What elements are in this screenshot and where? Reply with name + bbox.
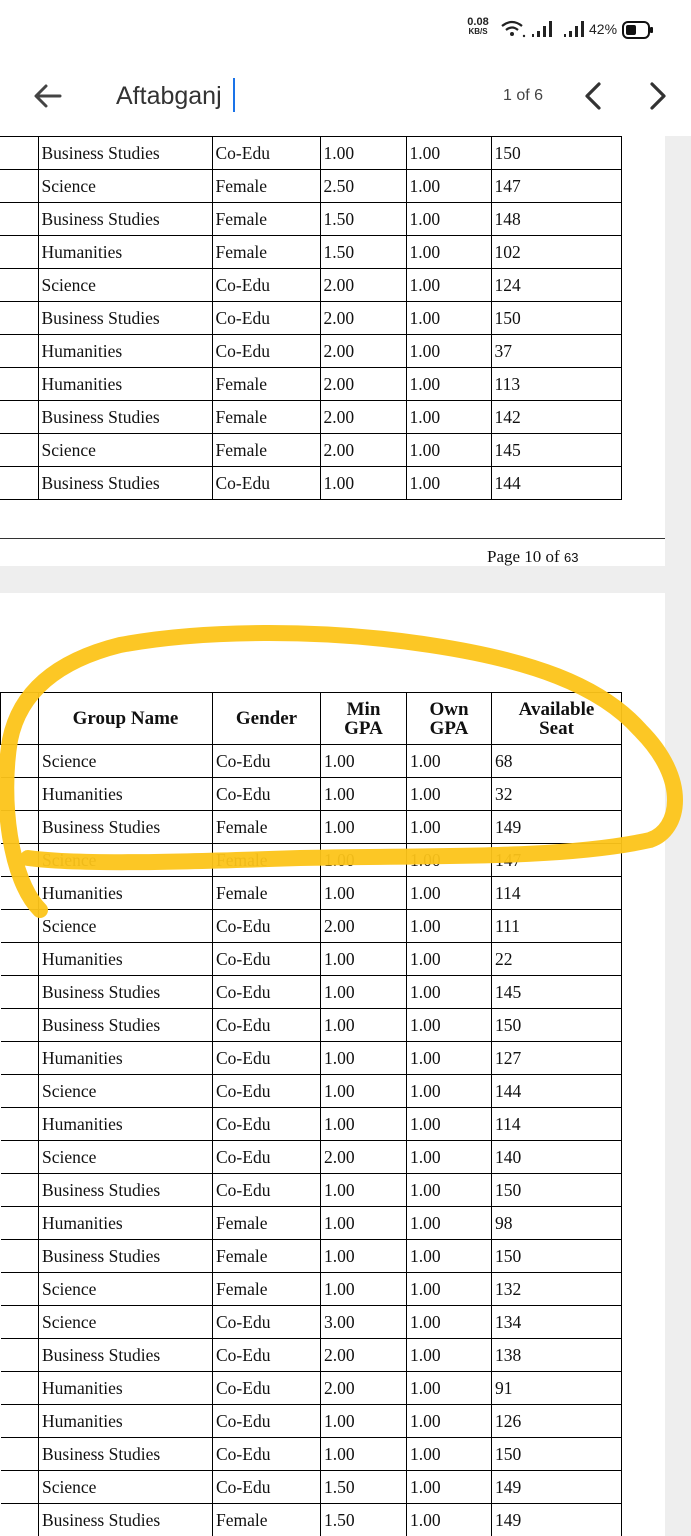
min-gpa-cell: 1.00: [321, 877, 407, 910]
min-gpa-cell: 2.50: [320, 170, 406, 203]
min-gpa-cell: 1.00: [321, 1108, 407, 1141]
row-blank-cell: [1, 910, 39, 943]
find-in-page-toolbar: [0, 56, 691, 136]
own-gpa-cell: 1.00: [407, 1240, 492, 1273]
chevron-left-icon[interactable]: [580, 80, 606, 112]
group-name-cell: Science: [39, 1471, 213, 1504]
network-speed-value: 0.08: [467, 16, 489, 28]
min-gpa-cell: 1.00: [321, 778, 407, 811]
gender-cell: Female: [213, 1273, 321, 1306]
available-seat-cell: 126: [492, 1405, 622, 1438]
group-name-cell: Humanities: [39, 1405, 213, 1438]
table-row: [1, 1207, 622, 1240]
seat-table-body: [1, 745, 622, 1536]
gender-cell: Female: [213, 811, 321, 844]
min-gpa-cell: 1.00: [321, 1207, 407, 1240]
own-gpa-cell: 1.00: [406, 368, 491, 401]
available-seat-cell: 148: [491, 203, 621, 236]
group-name-cell: Business Studies: [39, 1339, 213, 1372]
gender-cell: Female: [212, 368, 320, 401]
min-gpa-cell: 2.00: [321, 1141, 407, 1174]
table-row: [0, 137, 621, 170]
min-gpa-cell: 1.00: [321, 1009, 407, 1042]
row-blank-cell: [0, 137, 38, 170]
group-name-cell: Business Studies: [39, 1504, 213, 1536]
group-name-cell: Business Studies: [38, 203, 212, 236]
table-row: [1, 877, 622, 910]
table-row: [1, 844, 622, 877]
own-gpa-cell: 1.00: [407, 1306, 492, 1339]
gender-cell: Co-Edu: [213, 1471, 321, 1504]
min-gpa-cell: 2.00: [321, 1372, 407, 1405]
row-blank-cell: [0, 467, 38, 500]
table-row: [0, 203, 621, 236]
table-row: [1, 1372, 622, 1405]
available-seat-cell: 150: [492, 1174, 622, 1207]
gender-cell: Co-Edu: [213, 910, 321, 943]
table-row: [1, 976, 622, 1009]
table-row: [0, 170, 621, 203]
min-gpa-cell: 1.00: [321, 745, 407, 778]
available-seat-cell: 149: [492, 1504, 622, 1536]
own-gpa-cell: 1.00: [406, 170, 491, 203]
row-blank-cell: [1, 778, 39, 811]
group-name-cell: Humanities: [39, 877, 213, 910]
table-row: [1, 1306, 622, 1339]
min-gpa-cell: 1.00: [321, 811, 407, 844]
group-name-cell: Business Studies: [38, 401, 212, 434]
available-seat-cell: 91: [492, 1372, 622, 1405]
row-blank-cell: [0, 203, 38, 236]
group-name-cell: Humanities: [38, 335, 212, 368]
table-row: [1, 1471, 622, 1504]
arrow-left-icon[interactable]: [32, 80, 64, 112]
own-gpa-cell: 1.00: [406, 269, 491, 302]
gender-cell: Co-Edu: [213, 1075, 321, 1108]
page-footer-rule: [0, 538, 665, 539]
chevron-right-icon[interactable]: [645, 80, 671, 112]
row-blank-cell: [1, 1042, 39, 1075]
available-seat-cell: 102: [491, 236, 621, 269]
row-blank-cell: [1, 1174, 39, 1207]
available-seat-cell: 111: [492, 910, 622, 943]
group-name-cell: Science: [38, 434, 212, 467]
group-name-cell: Science: [39, 745, 213, 778]
available-seat-cell: 147: [491, 170, 621, 203]
own-gpa-cell: 1.00: [407, 1141, 492, 1174]
cell-signal-icon: [530, 20, 556, 38]
available-seat-cell: 150: [492, 1009, 622, 1042]
min-gpa-cell: 2.00: [321, 1339, 407, 1372]
group-name-cell: Business Studies: [38, 302, 212, 335]
min-gpa-cell: 2.00: [320, 368, 406, 401]
group-name-cell: Science: [38, 269, 212, 302]
available-seat-cell: 114: [492, 1108, 622, 1141]
own-gpa-cell: 1.00: [407, 1339, 492, 1372]
own-gpa-cell: 1.00: [406, 137, 491, 170]
available-seat-cell: 147: [492, 844, 622, 877]
gender-cell: Co-Edu: [212, 302, 320, 335]
gender-cell: Co-Edu: [213, 1405, 321, 1438]
row-blank-cell: [0, 236, 38, 269]
seat-table: [0, 136, 622, 500]
gender-cell: Co-Edu: [212, 335, 320, 368]
pdf-page-11: [0, 593, 665, 1536]
table-row: [0, 302, 621, 335]
pdf-page-10: [0, 136, 665, 566]
group-name-cell: Humanities: [39, 1108, 213, 1141]
min-gpa-cell: 1.00: [320, 467, 406, 500]
table-row: [0, 467, 621, 500]
group-name-cell: Science: [39, 1273, 213, 1306]
gender-cell: Co-Edu: [213, 1009, 321, 1042]
own-gpa-cell: 1.00: [407, 811, 492, 844]
column-header-blank: [1, 693, 39, 745]
gender-cell: Female: [212, 236, 320, 269]
page-number-label: [487, 547, 578, 566]
available-seat-cell: 142: [491, 401, 621, 434]
own-gpa-cell: 1.00: [406, 302, 491, 335]
column-header-own-gpa: Own GPA: [407, 693, 492, 745]
group-name-cell: Science: [39, 910, 213, 943]
min-gpa-cell: 1.00: [321, 844, 407, 877]
own-gpa-cell: 1.00: [406, 467, 491, 500]
available-seat-cell: 150: [491, 302, 621, 335]
network-speed: [463, 17, 493, 37]
group-name-cell: Humanities: [38, 236, 212, 269]
table-row: [1, 910, 622, 943]
row-blank-cell: [1, 1438, 39, 1471]
min-gpa-cell: 1.00: [321, 1438, 407, 1471]
min-gpa-cell: 1.00: [321, 1273, 407, 1306]
min-gpa-cell: 2.00: [320, 434, 406, 467]
table-header-row: [1, 693, 622, 745]
gender-cell: Co-Edu: [212, 467, 320, 500]
gender-cell: Female: [213, 877, 321, 910]
page-total: 63: [563, 550, 579, 565]
available-seat-cell: 149: [492, 1471, 622, 1504]
available-seat-cell: 138: [492, 1339, 622, 1372]
table-row: [1, 1042, 622, 1075]
table-row: [1, 1405, 622, 1438]
available-seat-cell: 32: [492, 778, 622, 811]
table-row: [0, 434, 621, 467]
table-row: [1, 778, 622, 811]
row-blank-cell: [0, 434, 38, 467]
table-row: [1, 745, 622, 778]
group-name-cell: Business Studies: [39, 1174, 213, 1207]
min-gpa-cell: 1.00: [320, 137, 406, 170]
row-blank-cell: [0, 269, 38, 302]
own-gpa-cell: 1.00: [407, 910, 492, 943]
row-blank-cell: [0, 368, 38, 401]
own-gpa-cell: 1.00: [407, 1372, 492, 1405]
row-blank-cell: [1, 1339, 39, 1372]
gender-cell: Female: [213, 1207, 321, 1240]
available-seat-cell: 145: [491, 434, 621, 467]
row-blank-cell: [0, 335, 38, 368]
table-row: [1, 1009, 622, 1042]
min-gpa-cell: 1.00: [321, 1042, 407, 1075]
available-seat-cell: 140: [492, 1141, 622, 1174]
gender-cell: Female: [212, 203, 320, 236]
row-blank-cell: [1, 1405, 39, 1438]
search-input[interactable]: [116, 76, 416, 116]
available-seat-cell: 22: [492, 943, 622, 976]
group-name-cell: Business Studies: [38, 467, 212, 500]
battery-percent: 42%: [589, 21, 618, 37]
row-blank-cell: [0, 302, 38, 335]
table-row: [0, 335, 621, 368]
table-row: [1, 1273, 622, 1306]
own-gpa-cell: 1.00: [406, 401, 491, 434]
gender-cell: Co-Edu: [213, 1042, 321, 1075]
own-gpa-cell: 1.00: [407, 976, 492, 1009]
min-gpa-cell: 3.00: [321, 1306, 407, 1339]
row-blank-cell: [1, 877, 39, 910]
table-row: [1, 1174, 622, 1207]
gender-cell: Female: [212, 434, 320, 467]
available-seat-cell: 113: [491, 368, 621, 401]
seat-table: [0, 692, 622, 1536]
min-gpa-cell: 1.00: [321, 1174, 407, 1207]
gender-cell: Female: [213, 1504, 321, 1536]
battery-icon: [622, 21, 654, 39]
table-row: [1, 1108, 622, 1141]
min-gpa-cell: 2.00: [320, 335, 406, 368]
gender-cell: Female: [212, 170, 320, 203]
available-seat-cell: 134: [492, 1306, 622, 1339]
match-count: 1 of 6: [503, 87, 544, 104]
cell-signal-icon: [562, 20, 588, 38]
gender-cell: Co-Edu: [213, 1108, 321, 1141]
row-blank-cell: [1, 943, 39, 976]
group-name-cell: Business Studies: [39, 1438, 213, 1471]
gender-cell: Female: [213, 1240, 321, 1273]
row-blank-cell: [1, 1207, 39, 1240]
row-blank-cell: [1, 1240, 39, 1273]
row-blank-cell: [1, 976, 39, 1009]
table-row: [1, 1240, 622, 1273]
available-seat-cell: 150: [491, 137, 621, 170]
wifi-icon: [500, 20, 526, 38]
row-blank-cell: [1, 1471, 39, 1504]
min-gpa-cell: 2.00: [320, 401, 406, 434]
available-seat-cell: 150: [492, 1240, 622, 1273]
own-gpa-cell: 1.00: [407, 943, 492, 976]
min-gpa-cell: 1.00: [321, 1240, 407, 1273]
available-seat-cell: 114: [492, 877, 622, 910]
own-gpa-cell: 1.00: [407, 1207, 492, 1240]
min-gpa-cell: 1.50: [321, 1504, 407, 1536]
row-blank-cell: [1, 1075, 39, 1108]
gender-cell: Female: [212, 401, 320, 434]
own-gpa-cell: 1.00: [407, 778, 492, 811]
row-blank-cell: [1, 1273, 39, 1306]
table-row: [0, 236, 621, 269]
own-gpa-cell: 1.00: [407, 1471, 492, 1504]
column-header-available-seat: Available Seat: [492, 693, 622, 745]
group-name-cell: Science: [39, 1141, 213, 1174]
table-row: [1, 943, 622, 976]
min-gpa-cell: 1.00: [321, 1075, 407, 1108]
group-name-cell: Business Studies: [39, 811, 213, 844]
own-gpa-cell: 1.00: [406, 203, 491, 236]
own-gpa-cell: 1.00: [406, 236, 491, 269]
own-gpa-cell: 1.00: [407, 745, 492, 778]
table-row: [1, 1075, 622, 1108]
available-seat-cell: 144: [491, 467, 621, 500]
column-header-gender: Gender: [213, 693, 321, 745]
table-row: [0, 401, 621, 434]
gender-cell: Co-Edu: [213, 943, 321, 976]
gender-cell: Co-Edu: [213, 1438, 321, 1471]
table-row: [1, 1438, 622, 1471]
row-blank-cell: [1, 745, 39, 778]
available-seat-cell: 150: [492, 1438, 622, 1471]
own-gpa-cell: 1.00: [407, 1273, 492, 1306]
group-name-cell: Business Studies: [38, 137, 212, 170]
gender-cell: Co-Edu: [213, 745, 321, 778]
gender-cell: Female: [213, 844, 321, 877]
table-row: [1, 1141, 622, 1174]
own-gpa-cell: 1.00: [407, 877, 492, 910]
min-gpa-cell: 2.00: [320, 302, 406, 335]
group-name-cell: Humanities: [38, 368, 212, 401]
table-row: [1, 811, 622, 844]
group-name-cell: Business Studies: [39, 976, 213, 1009]
available-seat-cell: 68: [492, 745, 622, 778]
row-blank-cell: [1, 1306, 39, 1339]
gender-cell: Co-Edu: [212, 137, 320, 170]
group-name-cell: Humanities: [39, 1207, 213, 1240]
min-gpa-cell: 1.00: [321, 976, 407, 1009]
available-seat-cell: 127: [492, 1042, 622, 1075]
min-gpa-cell: 1.50: [320, 236, 406, 269]
own-gpa-cell: 1.00: [407, 1405, 492, 1438]
own-gpa-cell: 1.00: [407, 1009, 492, 1042]
row-blank-cell: [1, 811, 39, 844]
own-gpa-cell: 1.00: [407, 1075, 492, 1108]
own-gpa-cell: 1.00: [407, 1504, 492, 1536]
min-gpa-cell: 2.00: [321, 910, 407, 943]
row-blank-cell: [1, 1141, 39, 1174]
group-name-cell: Humanities: [39, 1372, 213, 1405]
group-name-cell: Science: [39, 1306, 213, 1339]
gender-cell: Co-Edu: [213, 976, 321, 1009]
available-seat-cell: 132: [492, 1273, 622, 1306]
available-seat-cell: 145: [492, 976, 622, 1009]
min-gpa-cell: 1.00: [321, 1405, 407, 1438]
available-seat-cell: 37: [491, 335, 621, 368]
status-bar: [0, 0, 691, 56]
own-gpa-cell: 1.00: [407, 1438, 492, 1471]
min-gpa-cell: 1.50: [321, 1471, 407, 1504]
row-blank-cell: [0, 401, 38, 434]
available-seat-cell: 149: [492, 811, 622, 844]
table-row: [1, 1504, 622, 1536]
row-blank-cell: [1, 1504, 39, 1536]
gender-cell: Co-Edu: [213, 1339, 321, 1372]
own-gpa-cell: 1.00: [406, 335, 491, 368]
gender-cell: Co-Edu: [213, 778, 321, 811]
own-gpa-cell: 1.00: [406, 434, 491, 467]
gender-cell: Co-Edu: [213, 1306, 321, 1339]
own-gpa-cell: 1.00: [407, 1042, 492, 1075]
table-row: [1, 1339, 622, 1372]
available-seat-cell: 124: [491, 269, 621, 302]
min-gpa-cell: 1.00: [321, 943, 407, 976]
row-blank-cell: [1, 1009, 39, 1042]
min-gpa-cell: 1.50: [320, 203, 406, 236]
available-seat-cell: 144: [492, 1075, 622, 1108]
group-name-cell: Business Studies: [39, 1009, 213, 1042]
available-seat-cell: 98: [492, 1207, 622, 1240]
table-row: [0, 269, 621, 302]
row-blank-cell: [1, 844, 39, 877]
gender-cell: Co-Edu: [212, 269, 320, 302]
group-name-cell: Humanities: [39, 778, 213, 811]
group-name-cell: Humanities: [39, 1042, 213, 1075]
group-name-cell: Science: [38, 170, 212, 203]
table-row: [0, 368, 621, 401]
group-name-cell: Business Studies: [39, 1240, 213, 1273]
row-blank-cell: [1, 1372, 39, 1405]
column-header-min-gpa: Min GPA: [321, 693, 407, 745]
min-gpa-cell: 2.00: [320, 269, 406, 302]
own-gpa-cell: 1.00: [407, 844, 492, 877]
page-label-text: Page 10 of: [487, 547, 560, 566]
gender-cell: Co-Edu: [213, 1174, 321, 1207]
group-name-cell: Science: [39, 1075, 213, 1108]
group-name-cell: Science: [39, 844, 213, 877]
gender-cell: Co-Edu: [213, 1372, 321, 1405]
row-blank-cell: [1, 1108, 39, 1141]
row-blank-cell: [0, 170, 38, 203]
group-name-cell: Humanities: [39, 943, 213, 976]
text-cursor: [233, 78, 235, 112]
gender-cell: Co-Edu: [213, 1141, 321, 1174]
own-gpa-cell: 1.00: [407, 1174, 492, 1207]
own-gpa-cell: 1.00: [407, 1108, 492, 1141]
seat-table-body: [0, 137, 621, 500]
network-speed-unit: KB/S: [468, 27, 488, 36]
column-header-group-name: Group Name: [39, 693, 213, 745]
